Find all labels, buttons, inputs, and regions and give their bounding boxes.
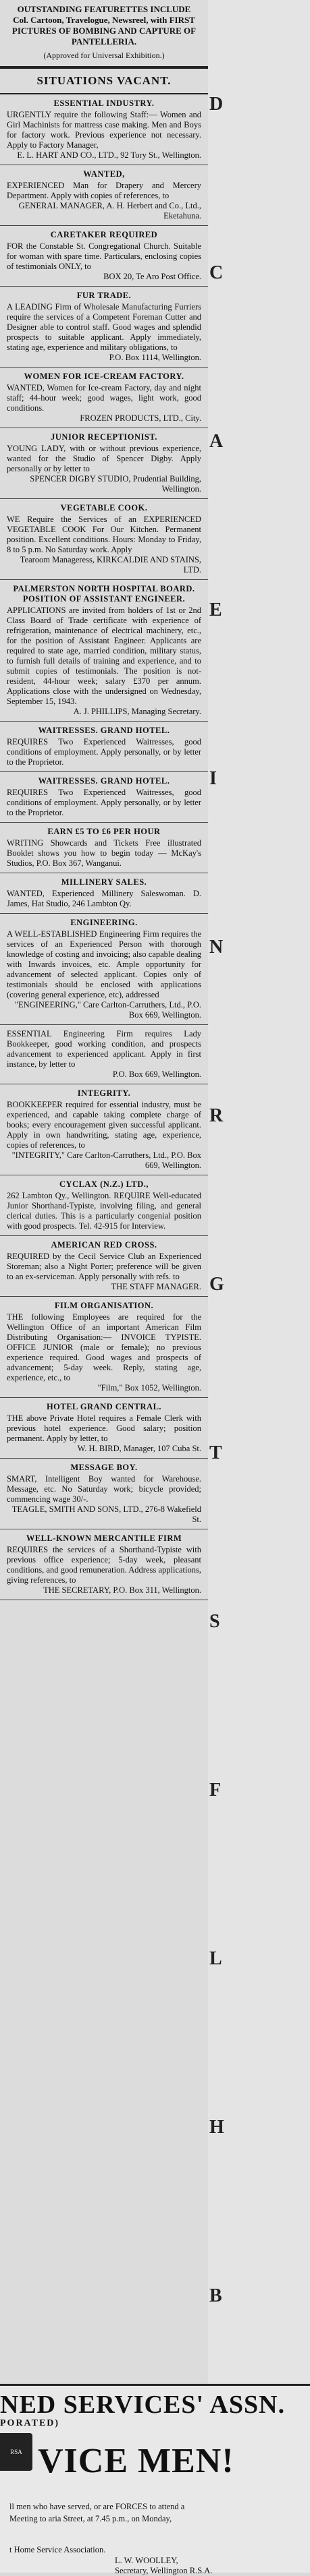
ad-signature: THE SECRETARY, P.O. Box 311, Wellington. [43,1585,201,1595]
ad-body: A LEADING Firm of Wholesale Manufacturing Furriers require the services of a Competent Foreman Cutter and Designer able to control staff. Good wages and splendid prospects to suitable applicant. Apply immediately, stating age, experience and military obligations, to [7,302,201,352]
ad-signature: BOX 20, Te Aro Post Office. [103,272,201,281]
ad-heading: WANTED, [83,169,125,179]
classified-ad [0,914,208,1025]
ad-heading: WAITRESSES. GRAND HOTEL. [38,776,170,786]
promo-approved: (Approved for Universal Exhibition.) [43,51,165,60]
classified-ad [0,1236,208,1297]
rsa-notice [0,2384,310,2573]
fragment-letter: F [209,1780,222,1801]
ad-body: EXPERIENCED Man for Drapery and Mercery Department. Apply with copies of references, to [7,181,201,200]
classified-ad [0,226,208,287]
film-promo [0,0,208,67]
notice-signature [115,2556,212,2576]
ad-body: REQUIRES the services of a Shorthand-Typiste with previous office experience; 5-day week, pleasant conditions, and good remuneration. Address applications, giving references, to [7,1545,201,1585]
adjacent-column-fragment [208,0,310,2571]
ad-heading: AMERICAN RED CROSS. [51,1240,157,1250]
ad-signature: THE STAFF MANAGER. [111,1282,201,1291]
ad-heading: INTEGRITY. [77,1088,131,1098]
fragment-letter: E [209,599,222,620]
classified-ad [0,580,208,722]
ad-signature: FROZEN PRODUCTS, LTD., City. [80,413,201,423]
notice-title: VICE MEN! [38,2442,234,2480]
fragment-letter: N [209,937,224,958]
ad-signature: A. J. PHILLIPS, Managing Secretary. [73,707,201,716]
classified-ad [0,1297,208,1398]
ad-body: URGENTLY require the following Staff:— Women and Girl Machinists for mattress case making. Men and Boys for factory work. Previous experience not necessary. Apply to Factory Manager, [7,110,201,150]
notice-heading: NED SERVICES' ASSN. [0,2391,286,2419]
classified-ad [0,499,208,580]
ad-body: REQUIRED by the Cecil Service Club an Experienced Storeman; also a Night Porter; preference will be given to an ex-serviceman. Apply personally with refs. to [7,1252,201,1281]
classified-ad [0,772,208,823]
ad-body: ESSENTIAL Engineering Firm requires Lady Bookkeeper, good working condition, and prospects advancement to experienced applicant. Apply in first instance, by letter to [7,1029,201,1069]
ad-body: FOR the Constable St. Congregational Church. Suitable for woman with spare time. Particulars, enclosing copies of testimonials ONLY, to [7,241,201,271]
classified-ad [0,1459,208,1529]
fragment-letter: R [209,1105,224,1126]
ad-signature: P.O. Box 669, Wellington. [112,1070,201,1079]
promo-line2: Col. Cartoon, Travelogue, Newsreel, with FIRST PICTURES OF BOMBING AND CAPTURE OF PANTELLERIA. [11,15,197,47]
ad-signature: GENERAL MANAGER, A. H. Herbert and Co., Ltd., Eketahuna. [18,201,201,221]
ad-heading: EARN £5 TO £6 PER HOUR [47,827,161,836]
ad-heading: MILLINERY SALES. [61,877,147,887]
ad-heading: WOMEN FOR ICE-CREAM FACTORY. [24,372,184,381]
ad-body: REQUIRES Two Experienced Waitresses, good conditions of employment. Apply personally, or by letter to the Proprietor. [7,737,201,767]
ad-body: THE above Private Hotel requires a Female Clerk with previous hotel experience. Good salary; position permanent. Apply by letter, to [7,1413,201,1443]
ad-signature: "INTEGRITY," Care Carlton-Carruthers, Ltd., P.O. Box 669, Wellington. [11,1150,201,1170]
classified-ad [0,722,208,772]
fragment-letter: A [209,431,224,452]
section-title: SITUATIONS VACANT. [0,67,208,94]
fragment-letter: C [209,262,224,283]
classified-ad [0,1398,208,1459]
ad-body: WRITING Showcards and Tickets Free illustrated Booklet shows you how to begin today — McKay's Studios, P.O. Box 367, Wanganui. [7,838,201,868]
ad-signature: Tearoom Manageress, KIRKCALDIE AND STAINS, LTD. [20,555,201,575]
classified-ad [0,368,208,428]
ad-signature: "ENGINEERING," Care Carlton-Carruthers, Ltd., P.O. Box 669, Wellington. [14,1000,201,1020]
ad-signature: "Film," Box 1052, Wellington. [97,1383,201,1393]
promo-line1: OUTSTANDING FEATURETTES INCLUDE [17,4,191,14]
ad-body: THE following Employees are required for the Wellington Office of an important American Film Distributing Organisation:— INVOICE TYPISTE. OFFICE JUNIOR (male or female); no previous experience required. Good wages and prospects of advancement; 5-day week. Reply, stating age, experience, etc., to [7,1312,201,1382]
classified-ad [0,94,208,165]
fragment-letter: T [209,1442,222,1463]
ad-heading: WELL-KNOWN MERCANTILE FIRM [26,1533,182,1543]
ads-list [0,94,208,1600]
ad-body: YOUNG LADY, with or without previous experience, wanted for the Studio of Spencer Digby. Apply personally or by letter to [7,444,201,473]
ad-body: SMART, Intelligent Boy wanted for Warehouse. Message, etc. No Saturday work; bicycle provided; commencing wage 30/-. [7,1474,201,1504]
ad-heading: WAITRESSES. GRAND HOTEL. [38,726,170,735]
classified-ad [0,287,208,368]
ad-heading: HOTEL GRAND CENTRAL. [46,1402,162,1411]
fragment-letter: S [209,1611,220,1632]
classified-ad [0,1529,208,1600]
fragment-letter: D [209,94,224,115]
ad-heading: CYCLAX (N.Z.) LTD., [59,1179,149,1189]
ad-signature: TEAGLE, SMITH AND SONS, LTD., 276-8 Wakefield St. [11,1504,201,1524]
ad-heading: FILM ORGANISATION. [54,1301,154,1310]
fragment-letter: G [209,1274,224,1295]
fragment-letters [208,94,310,2306]
ad-heading: CARETAKER REQUIRED [50,230,158,239]
classified-ad [0,1084,208,1175]
notice-body: ll men who have served, or are FORCES to attend a Meeting to aria Street, at 7.45 p.m., on Monday, [9,2502,185,2523]
ad-body: BOOKKEEPER required for essential industry, must be experienced, and capable taking complete charge of books; every encouragement given successful applicant. Apply in own handwriting, stating age, experience, copies of references, to [7,1100,201,1150]
ad-heading: VEGETABLE COOK. [60,503,148,513]
ad-body: A WELL-ESTABLISHED Engineering Firm requires the services of an Experienced Person with thorough knowledge of costing and invoicing; also capable dealing with Inwards invoices, etc. Ample opportunity for advancement of selected applicant. Copies only of testimonials should be enclosed with applications (covering general experience, etc), addressed [7,929,201,999]
ad-heading: MESSAGE BOY. [70,1463,138,1472]
classified-ad [0,873,208,914]
ad-signature: SPENCER DIGBY STUDIO, Prudential Building, Wellington. [30,474,201,494]
ad-body: APPLICATIONS are invited from holders of 1st or 2nd Class Board of Trade certificate with experience of refrigeration, maintenance of electrical machinery, etc., for the position of Assistant Engineer. Applicants are required to state age, married condition, military status, to furnish full details of training and experience, and to submit copies of testimonials. The position is not-resident, 44-hour week; salary £370 per annum. Applications close with the undersigned on Wednesday, September 15, 1943. [7,606,201,706]
fragment-letter: I [209,768,217,789]
ad-heading: ENGINEERING. [70,918,138,927]
ad-heading: ESSENTIAL INDUSTRY. [53,98,155,108]
classified-ad [0,428,208,499]
ad-signature: W. H. BIRD, Manager, 107 Cuba St. [77,1444,201,1453]
ad-signature: E. L. HART AND CO., LTD., 92 Tory St., Wellington. [17,150,201,160]
classified-ad [0,165,208,226]
notice-association: t Home Service Association. [9,2545,106,2554]
notice-subheading: PORATED) [0,2418,60,2428]
fragment-letter: B [209,2285,222,2306]
ad-signature: P.O. Box 1114, Wellington. [109,353,201,362]
ad-body: REQUIRES Two Experienced Waitresses, good conditions of employment. Apply personally, or by letter to the Proprietor. [7,788,201,817]
ad-body: 262 Lambton Qy., Wellington. REQUIRE Well-educated Junior Shorthand-Typiste, involving filing, and general clerical duties. This is a particularly congenial position with good prospects. Tel. 42-915 for Interview. [7,1191,201,1231]
ad-heading: FUR TRADE. [76,291,132,300]
ad-body: WANTED, Women for Ice-cream Factory, day and night staff; 44-hour week; good wages, light work, good conditions. [7,383,201,413]
signer-title: Secretary, Wellington R.S.A. [115,2566,213,2575]
classified-ad [0,1025,208,1084]
classified-ad [0,1175,208,1236]
rsa-badge-icon: RSA [0,2433,32,2471]
ad-body: WANTED, Experienced Millinery Saleswoman. D. James, Hat Studio, 246 Lambton Qy. [7,889,201,908]
signer-name: L. W. WOOLLEY, [115,2556,178,2565]
ad-heading: PALMERSTON NORTH HOSPITAL BOARD. POSITION OF ASSISTANT ENGINEER. [13,584,195,604]
ad-body: WE Require the Services of an EXPERIENCED VEGETABLE COOK For Our Kitchen. Permanent position. Excellent conditions. Hours: Monday to Friday, 8 to 5 p.m. No Saturday work. Apply [7,515,201,554]
fragment-letter: L [209,1948,222,1969]
fragment-letter: H [209,2117,224,2138]
ad-heading: JUNIOR RECEPTIONIST. [51,432,157,442]
classified-ad [0,823,208,873]
